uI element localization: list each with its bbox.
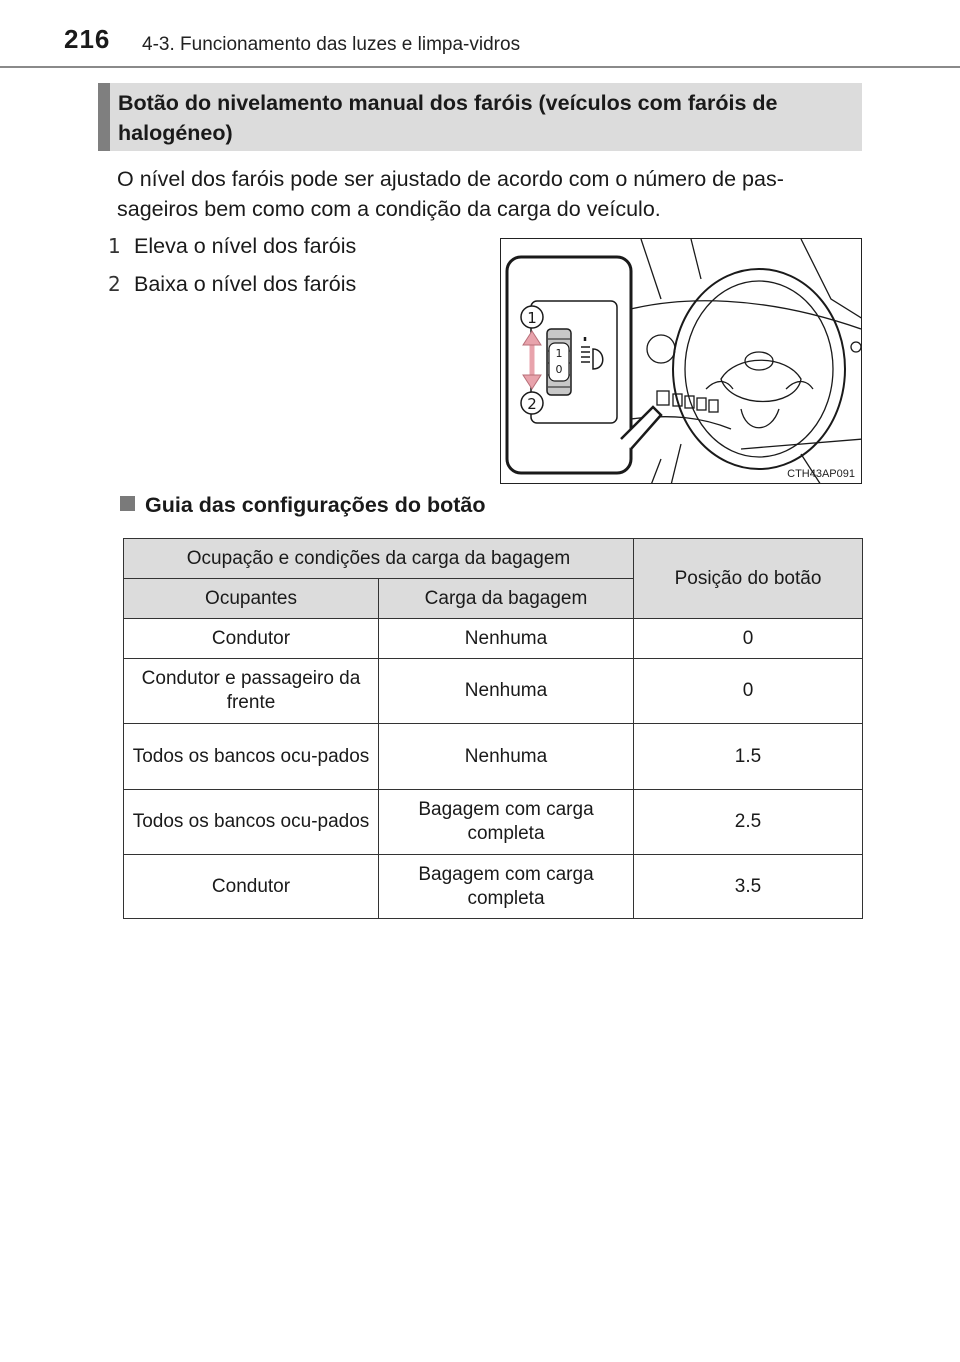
dashboard-illustration bbox=[501, 239, 862, 484]
item-text: Baixa o nível dos faróis bbox=[134, 272, 357, 296]
guide-heading bbox=[120, 493, 485, 518]
callout-1-label: 1 bbox=[527, 309, 537, 327]
guide-heading-text: Guia das configurações do botão bbox=[145, 493, 486, 517]
square-bullet-icon bbox=[120, 496, 135, 511]
position-cell: 2.5 bbox=[634, 790, 863, 855]
table-row bbox=[124, 790, 863, 855]
headlight-leveling-figure bbox=[500, 238, 862, 484]
table-row bbox=[124, 659, 863, 724]
cargo-cell: Bagagem com carga completa bbox=[379, 790, 634, 855]
occupants-cell: Todos os bancos ocu-pados bbox=[124, 724, 379, 790]
occupants-cell: Condutor bbox=[124, 855, 379, 919]
position-header: Posição do botão bbox=[634, 539, 863, 619]
table-row bbox=[124, 724, 863, 790]
cargo-cell: Nenhuma bbox=[379, 724, 634, 790]
section-title-box bbox=[98, 83, 862, 151]
cargo-header: Carga da bagagem bbox=[379, 579, 634, 619]
list-item bbox=[108, 272, 356, 297]
position-cell: 1.5 bbox=[634, 724, 863, 790]
item-number: 2 bbox=[108, 272, 121, 296]
occupants-header: Ocupantes bbox=[124, 579, 379, 619]
position-cell: 3.5 bbox=[634, 855, 863, 919]
switch-settings-table bbox=[123, 538, 863, 919]
cargo-cell: Bagagem com carga completa bbox=[379, 855, 634, 919]
group-header: Ocupação e condições da carga da bagagem bbox=[124, 539, 634, 579]
cargo-cell: Nenhuma bbox=[379, 659, 634, 724]
table-row bbox=[124, 855, 863, 919]
section-title: Botão do nivelamento manual dos faróis (veículos com faróis de halogéneo) bbox=[118, 91, 778, 145]
position-cell: 0 bbox=[634, 619, 863, 659]
item-number: 1 bbox=[108, 234, 121, 258]
occupants-cell: Condutor e passageiro da frente bbox=[124, 659, 379, 724]
page-number: 216 bbox=[64, 24, 111, 54]
occupants-cell: Condutor bbox=[124, 619, 379, 659]
occupants-cell: Todos os bancos ocu-pados bbox=[124, 790, 379, 855]
dial-mark-0: 0 bbox=[555, 363, 563, 376]
item-text: Eleva o nível dos faróis bbox=[134, 234, 357, 258]
running-title: 4-3. Funcionamento das luzes e limpa-vidros bbox=[142, 34, 521, 55]
intro-paragraph: O nível dos faróis pode ser ajustado de acordo com o número de pas-sageiros bem como com a condição da carga do veículo. bbox=[117, 167, 784, 221]
cargo-cell: Nenhuma bbox=[379, 619, 634, 659]
figure-code: CTH43AP091 bbox=[787, 468, 855, 480]
header-divider bbox=[0, 66, 960, 68]
table-row bbox=[124, 619, 863, 659]
dial-mark-1: 1 bbox=[555, 347, 563, 360]
callout-2-label: 2 bbox=[527, 395, 537, 413]
list-item bbox=[108, 234, 356, 259]
position-cell: 0 bbox=[634, 659, 863, 724]
